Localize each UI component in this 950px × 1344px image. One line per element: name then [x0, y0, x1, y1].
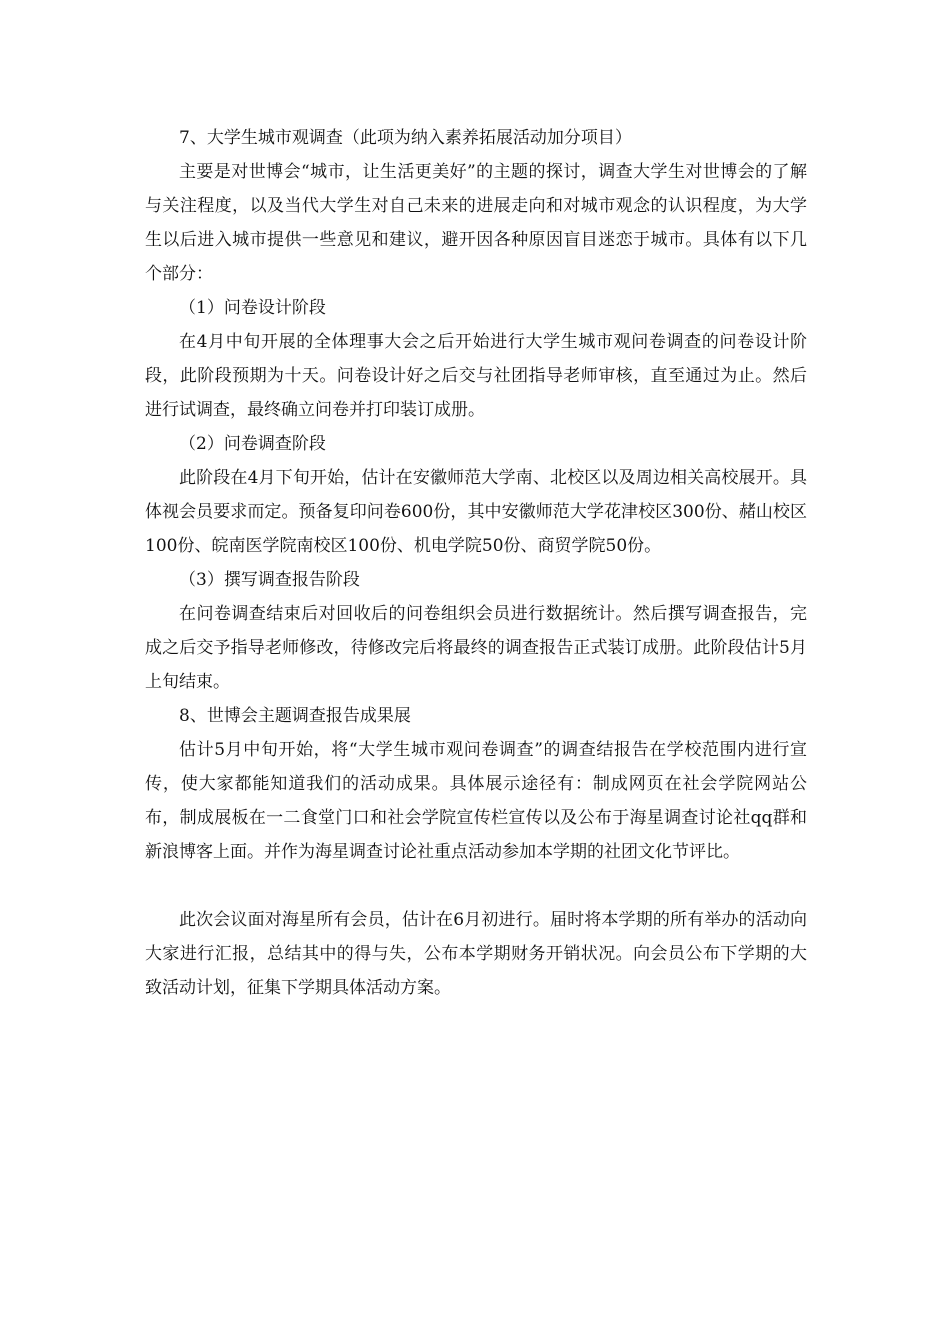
stage-2-heading: （2）问卷调查阶段 [179, 434, 326, 454]
section-7-intro: 主要是对世博会“城市，让生活更美好”的主题的探讨，调查大学生对世博会的了解与关注程度，以及当代大学生对自己未来的进展走向和对城市观念的认识程度，为大学生以后进入城市提供一些意见和建议，避开因各种原因盲目迷恋于城市。具体有以下几个部分： [145, 162, 807, 284]
blank-line [145, 869, 807, 903]
stage-1-paragraph: 在4月中旬开展的全体理事大会之后开始进行大学生城市观问卷调查的问卷设计阶段，此阶段预期为十天。问卷设计好之后交与社团指导老师审核，直至通过为止。然后进行试调查，最终确立问卷并打印装订成册。 [145, 332, 807, 420]
stage-3-paragraph: 在问卷调查结束后对回收后的问卷组织会员进行数据统计。然后撰写调查报告，完成之后交予指导老师修改，待修改完后将最终的调查报告正式装订成册。此阶段估计5月上旬结束。 [145, 604, 807, 692]
document-body [145, 121, 807, 1005]
stage-2-paragraph: 此阶段在4月下旬开始，估计在安徽师范大学南、北校区以及周边相关高校展开。具体视会员要求而定。预备复印问卷600份，其中安徽师范大学花津校区300份、赭山校区100份、皖南医学院南校区100份、机电学院50份、商贸学院50份。 [145, 468, 807, 556]
section-7-heading: 7、大学生城市观调查（此项为纳入素养拓展活动加分项目） [179, 128, 632, 148]
stage-3-heading: （3）撰写调查报告阶段 [179, 570, 360, 590]
stage-1-heading: （1）问卷设计阶段 [179, 298, 326, 318]
section-8-paragraph: 估计5月中旬开始，将“大学生城市观问卷调查”的调查结报告在学校范围内进行宣传，使大家都能知道我们的活动成果。具体展示途径有：制成网页在社会学院网站公布，制成展板在一二食堂门口和社会学院宣传栏宣传以及公布于海星调查讨论社qq群和新浪博客上面。并作为海星调查讨论社重点活动参加本学期的社团文化节评比。 [145, 740, 807, 862]
section-8-heading: 8、世博会主题调查报告成果展 [179, 706, 411, 726]
meeting-paragraph: 此次会议面对海星所有会员，估计在6月初进行。届时将本学期的所有举办的活动向大家进行汇报，总结其中的得与失，公布本学期财务开销状况。向会员公布下学期的大致活动计划，征集下学期具体活动方案。 [145, 910, 807, 998]
